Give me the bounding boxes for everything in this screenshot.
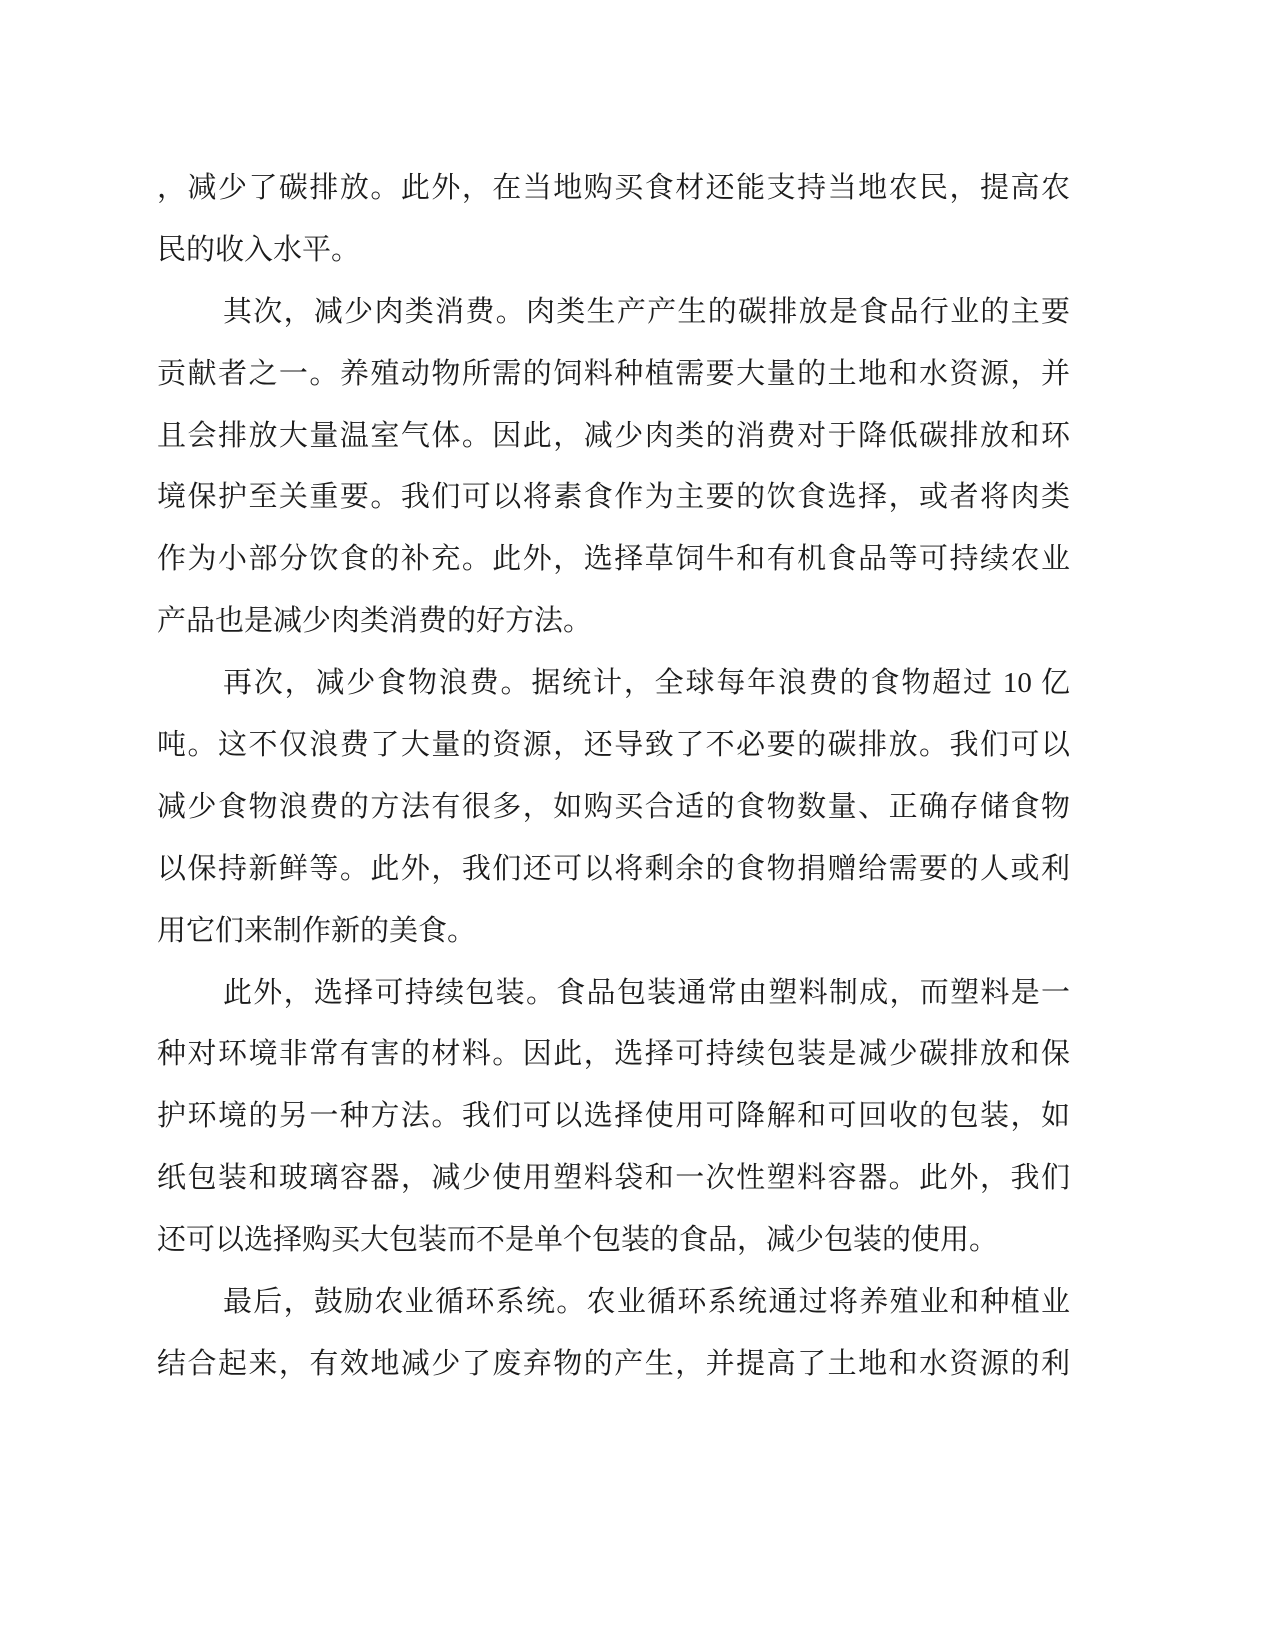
text-line: 最后，鼓励农业循环系统。农业循环系统通过将养殖业和种植业 (223, 1286, 1070, 1319)
text-line: 结合起来，有效地减少了废弃物的产生，并提高了土地和水资源的利 (157, 1347, 1070, 1380)
text-line: 以保持新鲜等。此外，我们还可以将剩余的食物捐赠给需要的人或利 (157, 852, 1070, 885)
text-line: 民的收入水平。 (157, 233, 361, 266)
paragraph-buy-local-continuation (157, 158, 1070, 282)
text-line: 贡献者之一。养殖动物所需的饲料种植需要大量的土地和水资源，并 (157, 357, 1070, 390)
paragraph-reduce-meat (157, 282, 1070, 653)
text-line: 此外，选择可持续包装。食品包装通常由塑料制成，而塑料是一 (223, 976, 1070, 1009)
text-line: 且会排放大量温室气体。因此，减少肉类的消费对于降低碳排放和环 (157, 419, 1070, 452)
text-line: 产品也是减少肉类消费的好方法。 (157, 605, 593, 638)
text-line: 还可以选择购买大包装而不是单个包装的食品，减少包装的使用。 (157, 1224, 999, 1257)
text-line: 种对环境非常有害的材料。因此，选择可持续包装是减少碳排放和保 (157, 1038, 1070, 1071)
paragraph-sustainable-packaging (157, 963, 1070, 1272)
text-line: 再次，减少食物浪费。据统计，全球每年浪费的食物超过 10 亿 (223, 667, 1070, 700)
text-line: 作为小部分饮食的补充。此外，选择草饲牛和有机食品等可持续农业 (157, 543, 1070, 576)
text-line: ，减少了碳排放。此外，在当地购买食材还能支持当地农民，提高农 (157, 172, 1070, 204)
text-line: 境保护至关重要。我们可以将素食作为主要的饮食选择，或者将肉类 (157, 481, 1070, 514)
paragraph-circular-agriculture (157, 1272, 1070, 1396)
text-line: 纸包装和玻璃容器，减少使用塑料袋和一次性塑料容器。此外，我们 (157, 1162, 1070, 1195)
paragraph-reduce-food-waste (157, 653, 1070, 962)
text-body (157, 158, 1070, 1396)
text-line: 用它们来制作新的美食。 (157, 914, 477, 947)
text-line: 护环境的另一种方法。我们可以选择使用可降解和可回收的包装，如 (157, 1100, 1070, 1133)
text-line: 减少食物浪费的方法有很多，如购买合适的食物数量、正确存储食物 (157, 790, 1070, 823)
text-line: 吨。这不仅浪费了大量的资源，还导致了不必要的碳排放。我们可以 (157, 729, 1070, 762)
text-line: 其次，减少肉类消费。肉类生产产生的碳排放是食品行业的主要 (223, 295, 1070, 328)
